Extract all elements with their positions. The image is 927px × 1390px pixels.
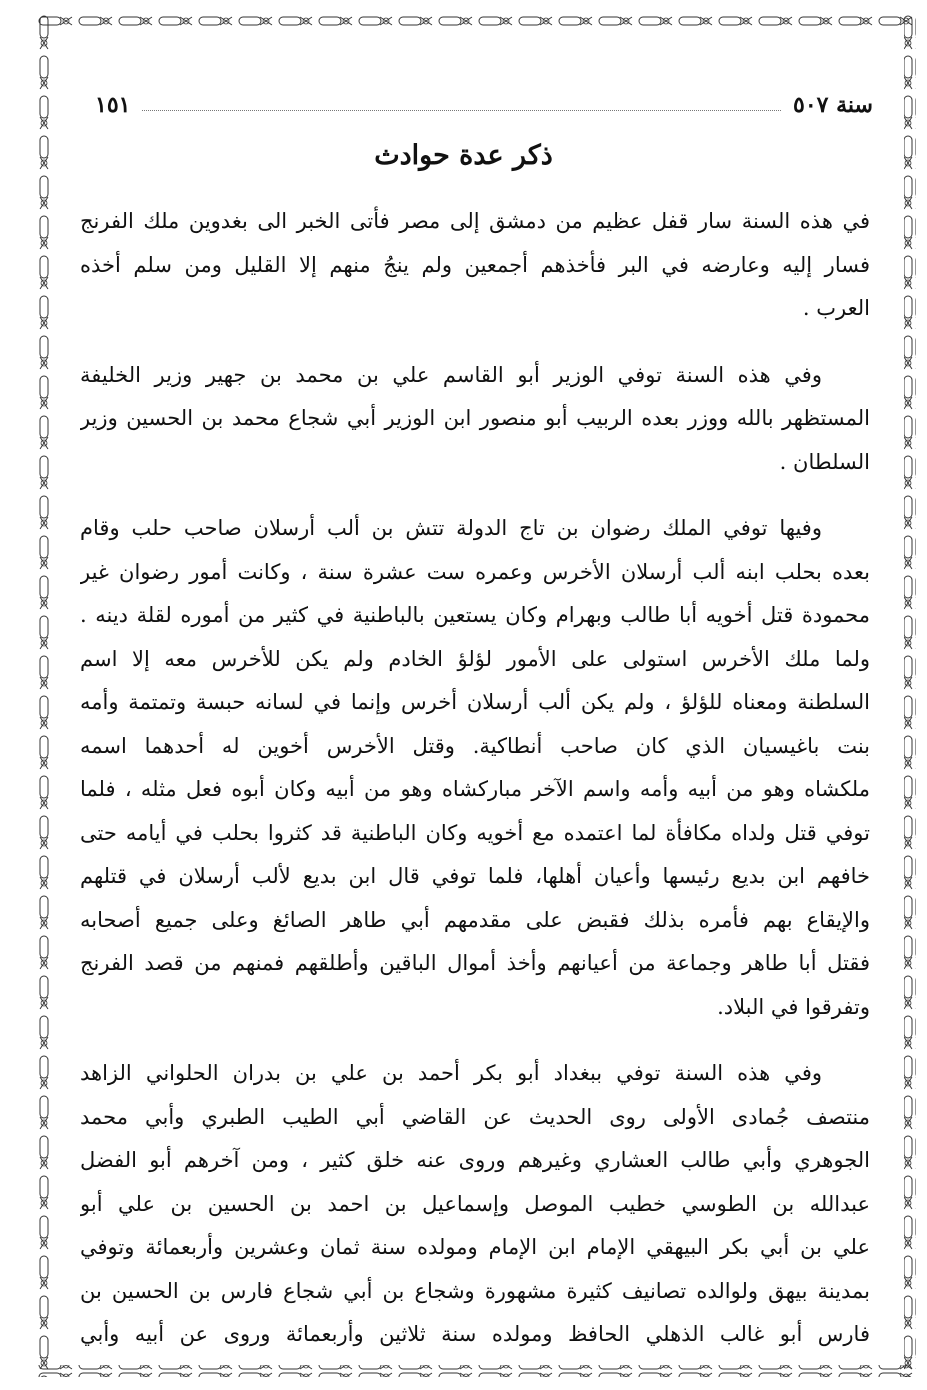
header-year: سنة ٥٠٧ (793, 92, 873, 118)
text-line: فارس أبو غالب الذهلي الحافظ ومولده سنة ثلاثين وأربعمائة وروى عن أبيه وأبي (80, 1322, 870, 1346)
text-line: علي بن أبي بكر البيهقي الإمام ابن الإمام ومولده سنة ثمان وعشرين وأربعمائة وتوفي (80, 1235, 870, 1259)
text-line: بمدينة بيهق ولوالده تصانيف كثيرة مشهورة وشجاع بن أبي شجاع فارس بن الحسين بن (80, 1278, 870, 1303)
section-title: ذكر عدة حوادث (374, 140, 553, 171)
paragraph (80, 354, 870, 485)
text-line: وفي هذه السنة توفي ببغداد أبو بكر أحمد بن علي بن بدران الحلواني الزاهد (80, 1061, 822, 1085)
paragraph (80, 1052, 870, 1357)
text-line: عبدالله بن الطوسي خطيب الموصل وإسماعيل بن احمد بن الحسين بن علي أبو (80, 1191, 870, 1216)
paragraph-gap (80, 1029, 870, 1052)
text-line: والإيقاع بهم فأمره بذلك فقبض على مقدمهم أبي طاهر الصائغ وعلى جميع أصحابه (80, 907, 870, 932)
text-line: المستظهر بالله ووزر بعده الربيب أبو منصور ابن الوزير أبي شجاع محمد بن الحسين وزير (80, 406, 870, 430)
text-line: بعده بحلب ابنه ألب أرسلان الأخرس وعمره ست عشرة سنة ، وكانت أمور رضوان غير (80, 559, 870, 584)
text-line: ولما ملك الأخرس استولى على الأمور لؤلؤ الخادم ولم يكن للأخرس معه إلا اسم (80, 646, 870, 671)
text-line: توفي قتل ولداه مكافأة لما اعتمده مع أخويه وكان الباطنية قد كثروا بحلب في أيامه حتى (80, 820, 870, 845)
text-line: السلطان . (779, 449, 870, 474)
paragraph (80, 200, 870, 331)
paragraph-gap (80, 331, 870, 354)
header-dotted-leader (142, 110, 781, 111)
paragraph (80, 507, 870, 1029)
text-line: الجوهري وأبي طالب العشاري وغيرهم وروى عنه خلق كثير ، ومن آخرهم أبو الفضل (80, 1148, 870, 1172)
running-header (95, 88, 873, 122)
text-line: العرب . (802, 296, 870, 320)
text-line: وفيها توفي الملك رضوان بن تاج الدولة تتش بن ألب أرسلان صاحب حلب وقام (80, 516, 822, 540)
text-line: وتفرقوا في البلاد. (717, 994, 870, 1019)
text-line: محمودة قتل أخويه أبا طالب وبهرام وكان يستعين بالباطنية في كثير من أموره لقلة دينه . (80, 603, 870, 627)
text-line: وفي هذه السنة توفي الوزير أبو القاسم علي بن محمد بن جهير وزير الخليفة (80, 362, 822, 387)
page-number: ١٥١ (95, 92, 131, 118)
text-line: فقتل أبا طاهر وجماعة من أعيانهم وأخذ أموال الباقين وأطلقهم فمنهم من قصد الفرنج (80, 951, 870, 975)
text-line: فسار إليه وعارضه في البر فأخذهم أجمعين ولم ينجُ منهم إلا القليل ومن سلم أخذه (80, 252, 870, 277)
text-line: السلطنة ومعناه للؤلؤ ، ولم يكن ألب أرسلان أخرس وإنما في لسانه حبسة وتمتمة وأمه (80, 690, 870, 714)
text-line: بنت باغيسيان الذي كان صاحب أنطاكية. وقتل الأخرس أخوين له أحدهما اسمه (80, 733, 870, 758)
paragraph-gap (80, 484, 870, 507)
text-line: ملكشاه وهو من أبيه وأمه واسم الآخر مباركشاه وهو من أبيه وكان أبوه فعل مثله ، فلما (80, 777, 870, 801)
text-line: خافهم ابن بديع رئيسها وأعيان أهلها، فلما توفي قال ابن بديع لألب أرسلان في قتلهم (80, 864, 870, 888)
text-line: منتصف جُمادى الأولى روى الحديث عن القاضي أبي الطيب الطبري وأبي محمد (80, 1104, 870, 1129)
body-text (80, 200, 870, 1357)
text-line: في هذه السنة سار قفل عظيم من دمشق إلى مصر فأتى الخبر الى بغدوين ملك الفرنج (80, 209, 870, 233)
